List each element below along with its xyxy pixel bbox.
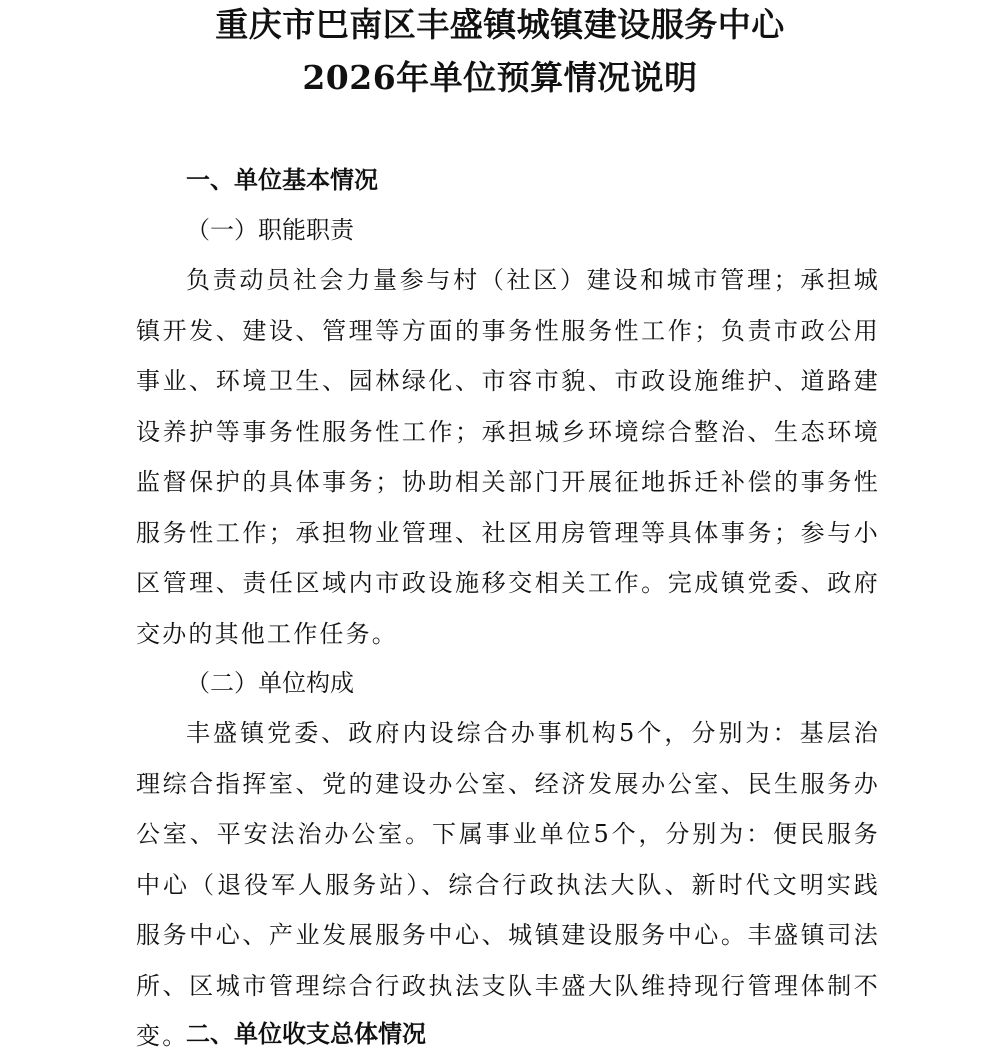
- paragraph-composition: 丰盛镇党委、政府内设综合办事机构5个，分别为：基层治理综合指挥室、党的建设办公室、经济发展办公室、民生服务办公室、平安法治办公室。下属事业单位5个，分别为：便民服务中心（退役军人服务站）、综合行政执法大队、新时代文明实践服务中心、产业发展服务中心、城镇建设服务中心。丰盛镇司法所、区城市管理综合行政执法支队丰盛大队维持现行管理体制不变。: [136, 719, 880, 1050]
- section-heading-budget-overview: 二、单位收支总体情况: [186, 1020, 426, 1048]
- paragraph-duties: 负责动员社会力量参与村（社区）建设和城市管理；承担城镇开发、建设、管理等方面的事务性服务性工作；负责市政公用事业、环境卫生、园林绿化、市容市貌、市政设施维护、道路建设养护等事务性服务性工作；承担城乡环境综合整治、生态环境监督保护的具体事务；协助相关部门开展征地拆迁补偿的事务性服务性工作；承担物业管理、社区用房管理等具体事务；参与小区管理、责任区域内市政设施移交相关工作。完成镇党委、政府交办的其他工作任务。: [136, 266, 880, 648]
- section-heading-basic-info: 一、单位基本情况: [186, 166, 378, 194]
- subsection-heading-duties: （一）职能职责: [186, 216, 354, 244]
- document-title-line1: 重庆市巴南区丰盛镇城镇建设服务中心: [215, 5, 785, 44]
- subsection-heading-composition: （二）单位构成: [186, 669, 354, 697]
- document-title-line2: 2026年单位预算情况说明: [302, 58, 698, 97]
